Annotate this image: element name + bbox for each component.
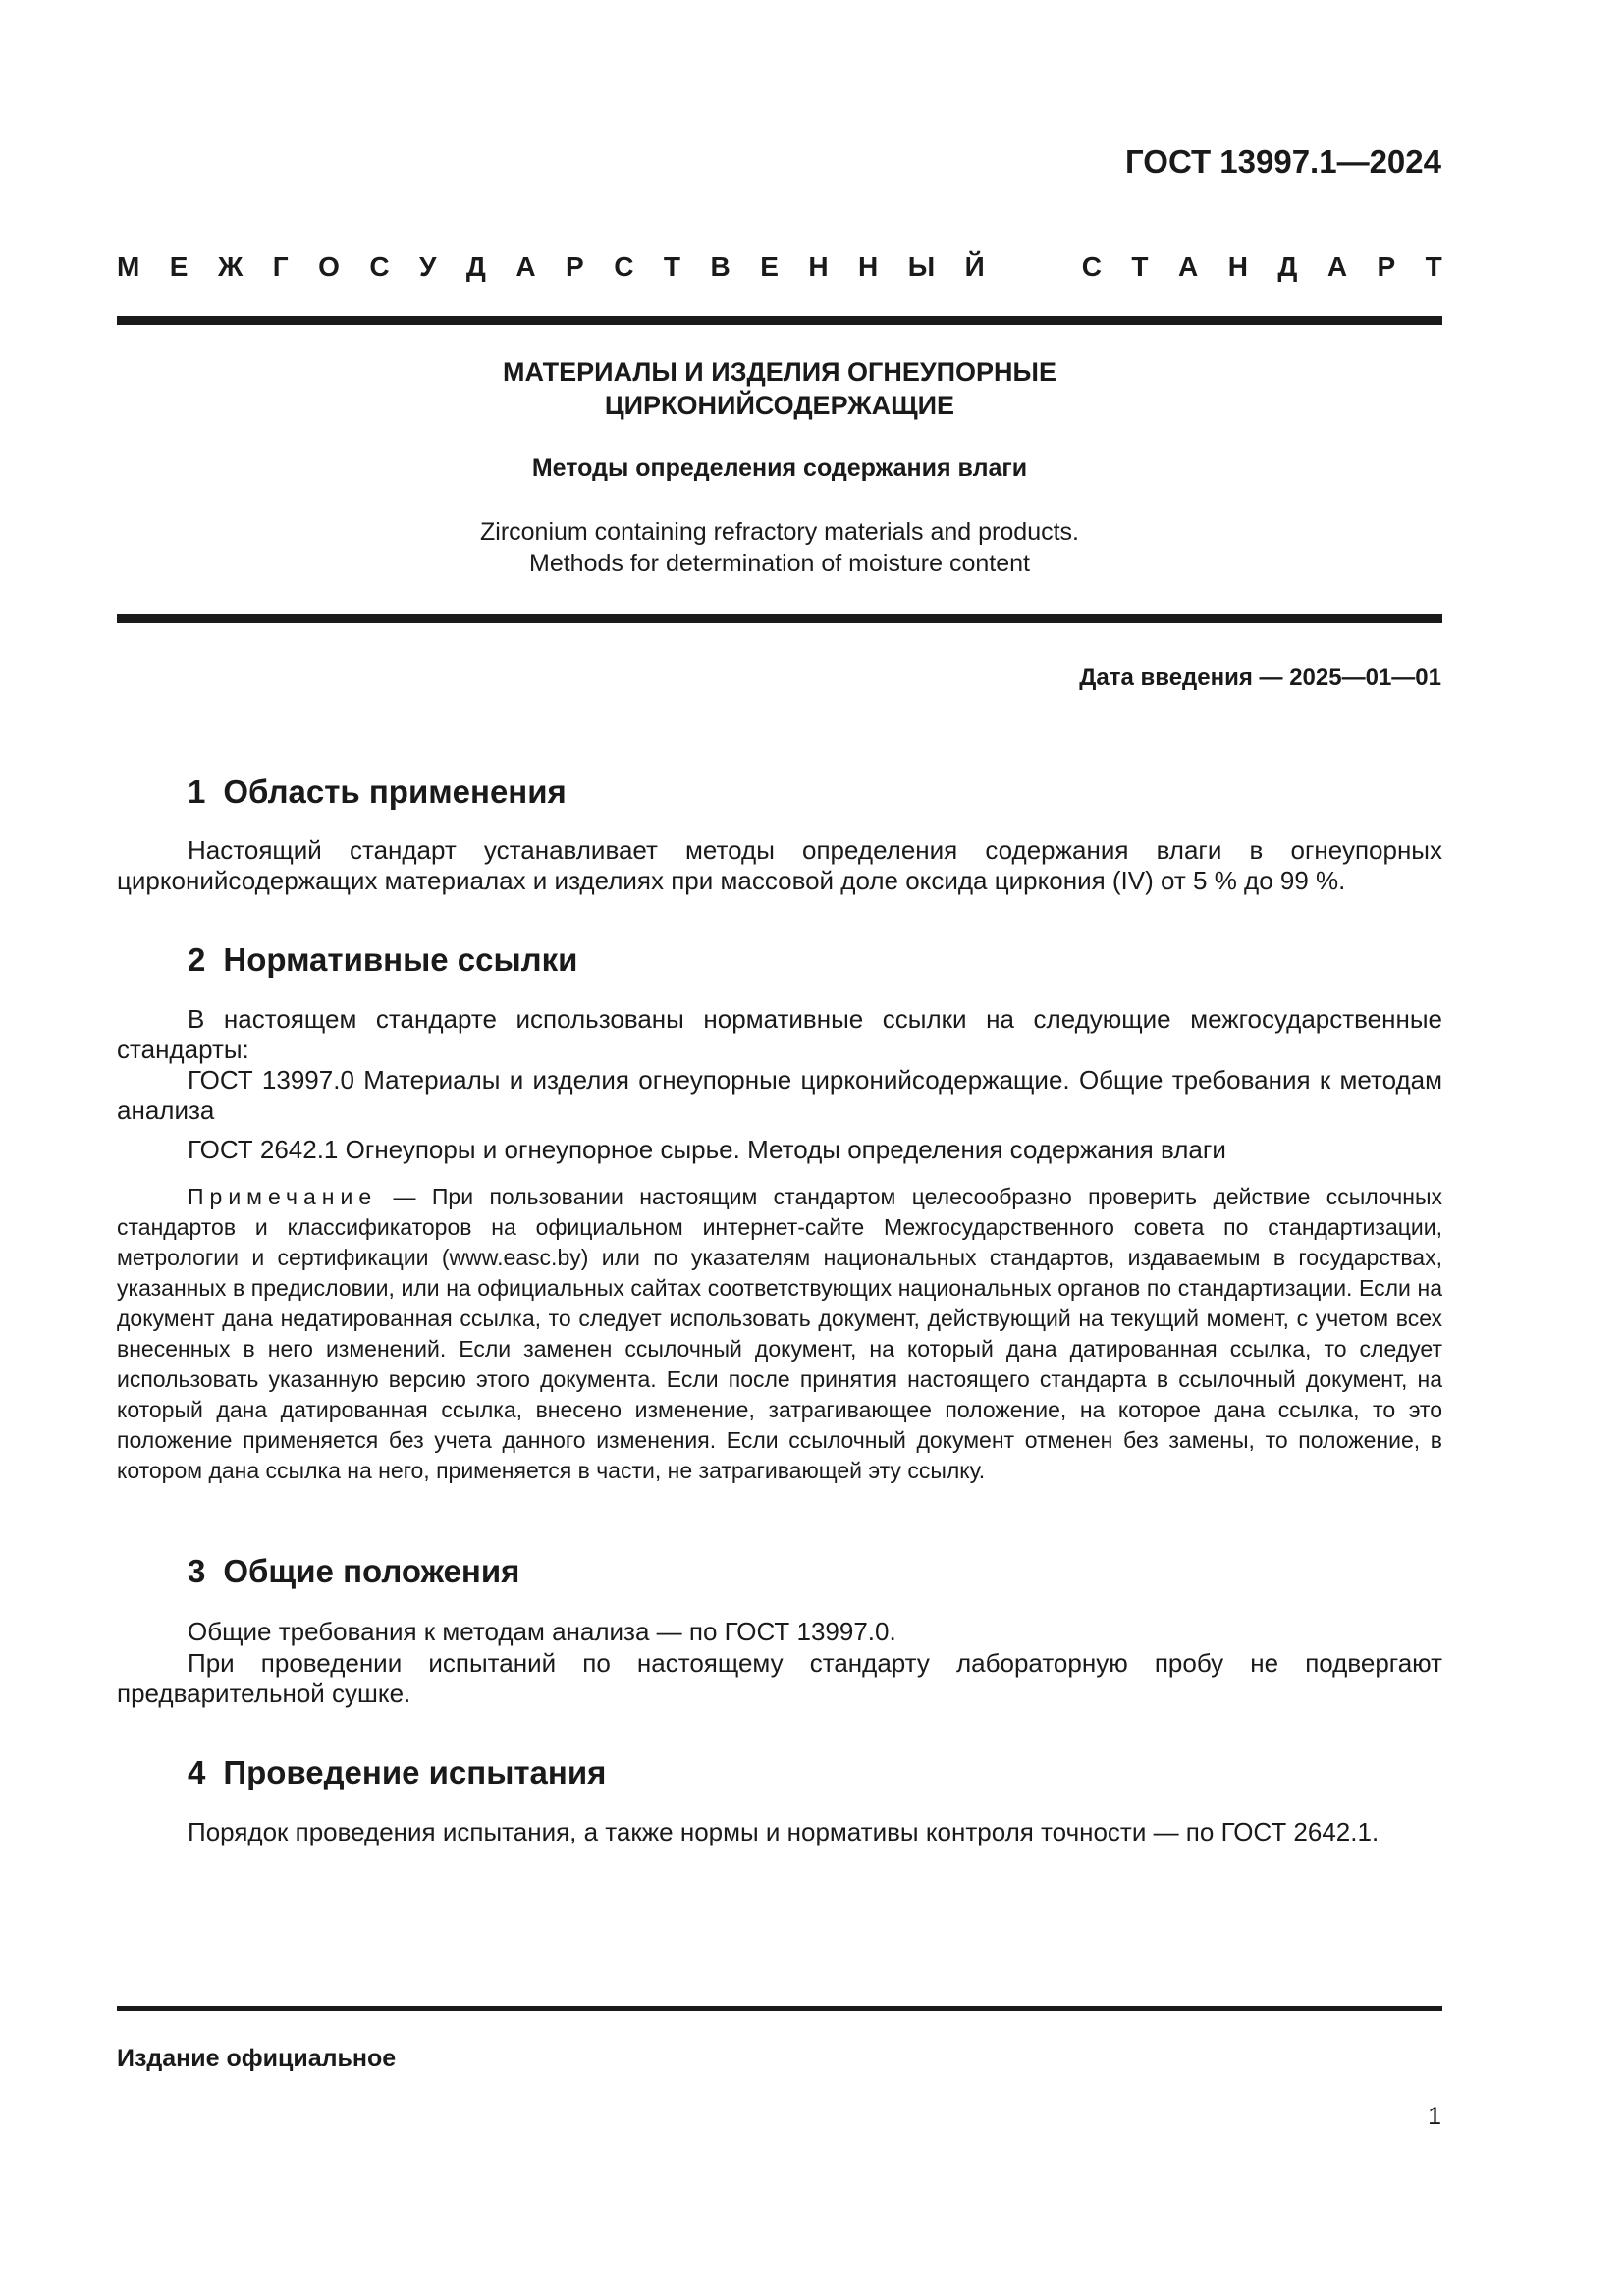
interstate-letter: С xyxy=(369,251,390,282)
section-3-para-1: Общие требования к методам анализа — по ГОСТ 13997.0. xyxy=(188,1617,896,1646)
section-number: 3 xyxy=(188,1553,206,1589)
section-3-para-2: При проведении испытаний по настоящему стандарту лабораторную пробу не подвергают предварительной сушке. xyxy=(117,1648,1442,1708)
interstate-letter: Т xyxy=(1425,251,1442,282)
interstate-letter: Р xyxy=(1377,251,1396,282)
interstate-letter: Д xyxy=(1277,251,1298,282)
section-2-intro: В настоящем стандарте использованы нормативные ссылки на следующие межгосударственные стандарты: xyxy=(117,1004,1442,1064)
word-gap xyxy=(1014,251,1052,283)
interstate-letter: Г xyxy=(272,251,289,282)
interstate-letter: У xyxy=(419,251,437,282)
interstate-letter: Е xyxy=(760,251,779,282)
section-number: 1 xyxy=(188,774,206,810)
section-4-text: Порядок проведения испытания, а также нормы и нормативы контроля точности — по ГОСТ 2642.1. xyxy=(188,1817,1380,1846)
top-rule xyxy=(117,316,1442,325)
section-2-note xyxy=(117,1182,1442,1486)
interstate-letter: Т xyxy=(1131,251,1149,282)
interstate-letter: О xyxy=(318,251,340,282)
note-text: — При пользовании настоящим стандартом целесообразно проверить действие ссылочных стандартов и классификаторов на официальном интернет-сайте Межгосударственного совета по стандартизации, метрологии и сертификации (www.easc.by) или по указателям национальных стандартов, издаваемым в государствах, указанных в предисловии, или на официальных сайтах соответствующих национальных органов по стандартизации. Если на документ дана недатированная ссылка, то следует использовать документ, действующий на текущий момент, с учетом всех внесенных в него изменений. Если заменен ссылочный документ, на который дана датированная ссылка, то следует использовать указанную версию этого документа. Если после принятия настоящего стандарта в ссылочный документ, на который дана датированная ссылка, внесено изменение, затрагивающее положение, на которое дана ссылка, то это положение применяется без учета данного изменения. Если ссылочный документ отменен без замены, то положение, в котором дана ссылка на него, применяется в части, не затрагивающей эту ссылку. xyxy=(117,1184,1442,1483)
interstate-letter: Д xyxy=(465,251,486,282)
gost-number: ГОСТ 13997.1—2024 xyxy=(1125,143,1441,180)
interstate-letter: А xyxy=(1177,251,1199,282)
interstate-letter: В xyxy=(710,251,731,282)
subtitle-ru: Методы определения содержания влаги xyxy=(531,454,1028,482)
section-2-heading xyxy=(188,941,577,979)
section-title: Общие положения xyxy=(223,1553,520,1589)
interstate-letter: Ж xyxy=(217,251,244,282)
title-bottom-rule xyxy=(117,614,1442,623)
interstate-letter: С xyxy=(614,251,634,282)
interstate-letter: Е xyxy=(169,251,189,282)
interstate-letter: Т xyxy=(663,251,681,282)
interstate-letter: М xyxy=(117,251,140,282)
section-4-heading xyxy=(188,1754,606,1791)
introduction-date: Дата введения — 2025—01—01 xyxy=(1079,665,1441,691)
interstate-letter: Н xyxy=(858,251,879,282)
title-en-line2: Methods for determination of moisture content xyxy=(529,550,1030,577)
interstate-standard-heading xyxy=(117,251,1442,283)
title-en-line1: Zirconium containing refractory materials and products. xyxy=(480,518,1079,546)
normative-reference-1: ГОСТ 13997.0 Материалы и изделия огнеупорные цирконийсодержащие. Общие требования к методам анализа xyxy=(117,1065,1442,1125)
page-number: 1 xyxy=(1428,2103,1441,2130)
section-1-text: Настоящий стандарт устанавливает методы определения содержания влаги в огнеупорных цирконийсодержащих материалах и изделиях при массовой доле оксида циркония (IV) от 5 % до 99 %. xyxy=(117,835,1442,895)
edition-label: Издание официальное xyxy=(117,2045,397,2072)
section-number: 4 xyxy=(188,1754,206,1790)
interstate-letter: Н xyxy=(1227,251,1248,282)
interstate-letter: Н xyxy=(808,251,829,282)
normative-reference-2: ГОСТ 2642.1 Огнеупоры и огнеупорное сырье. Методы определения содержания влаги xyxy=(188,1135,1226,1164)
section-title: Проведение испытания xyxy=(223,1754,607,1790)
title-ru-line1: МАТЕРИАЛЫ И ИЗДЕЛИЯ ОГНЕУПОРНЫЕ xyxy=(503,357,1056,387)
section-number: 2 xyxy=(188,941,206,978)
footer-rule xyxy=(117,2006,1442,2011)
interstate-letter: С xyxy=(1081,251,1102,282)
interstate-letter: А xyxy=(1326,251,1348,282)
title-en xyxy=(117,516,1442,579)
interstate-letter: Ы xyxy=(907,251,936,282)
title-ru-line2: ЦИРКОНИЙСОДЕРЖАЩИЕ xyxy=(604,391,955,420)
section-title: Область применения xyxy=(223,774,567,810)
note-label: Примечание xyxy=(188,1184,378,1209)
interstate-letter: Й xyxy=(964,251,985,282)
interstate-letter: А xyxy=(515,251,536,282)
interstate-letter: Р xyxy=(566,251,584,282)
section-1-heading xyxy=(188,774,567,811)
section-3-heading xyxy=(188,1553,519,1590)
title-ru xyxy=(117,355,1442,422)
section-title: Нормативные ссылки xyxy=(223,941,578,978)
